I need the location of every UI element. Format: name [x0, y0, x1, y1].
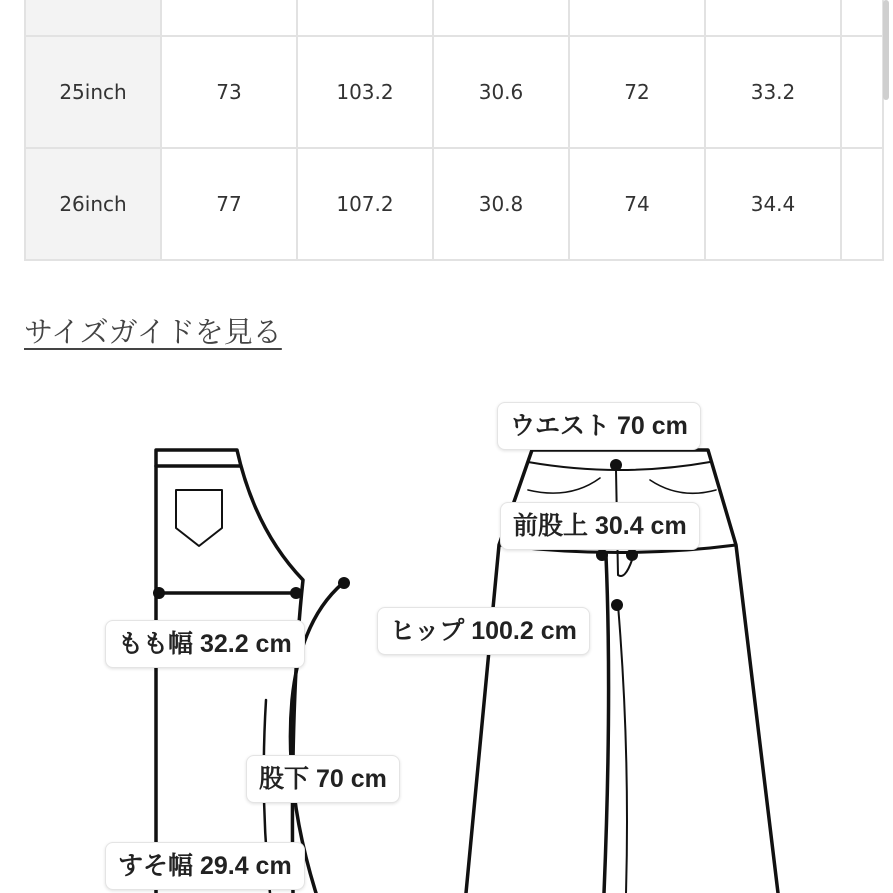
waist-label: ウエスト 70 cm	[497, 402, 701, 450]
front-rise-point-right	[626, 549, 638, 561]
inseam-top-point	[338, 577, 350, 589]
size-table	[24, 0, 884, 261]
size-guide-link[interactable]: サイズガイドを見る	[24, 315, 282, 349]
thigh-point-left	[153, 587, 165, 599]
table-cell	[841, 148, 883, 260]
table-cell: 73	[161, 36, 297, 148]
front-rise-point-left	[596, 549, 608, 561]
table-cell	[705, 0, 841, 36]
table-cell: 72	[569, 36, 705, 148]
table-cell	[297, 0, 433, 36]
table-row	[25, 148, 883, 260]
size-label-cell: 26inch	[25, 148, 161, 260]
center-crease	[618, 605, 627, 893]
table-cell: 74	[569, 148, 705, 260]
thigh-width-label: もも幅 32.2 cm	[105, 620, 305, 668]
front-rise-label: 前股上 30.4 cm	[500, 502, 700, 550]
table-cell: 30.6	[433, 36, 569, 148]
front-pocket-left	[528, 478, 600, 493]
hem-width-label: すそ幅 29.4 cm	[105, 842, 305, 890]
waist-point	[610, 459, 622, 471]
table-cell	[161, 0, 297, 36]
hip-point	[611, 599, 623, 611]
table-cell: 33.2	[705, 36, 841, 148]
table-cell: 30.8	[433, 148, 569, 260]
front-pocket-right	[650, 480, 716, 493]
thigh-point-right	[290, 587, 302, 599]
table-cell	[433, 0, 569, 36]
table-cell: 103.2	[297, 36, 433, 148]
size-label-cell: 25inch	[25, 36, 161, 148]
table-cell: 77	[161, 148, 297, 260]
hip-label: ヒップ 100.2 cm	[377, 607, 590, 655]
scrollbar[interactable]	[883, 0, 889, 100]
size-label-cell	[25, 0, 161, 36]
table-row	[25, 36, 883, 148]
table-cell: 107.2	[297, 148, 433, 260]
table-cell	[569, 0, 705, 36]
side-view-pants-outline	[156, 450, 303, 893]
table-cell	[841, 36, 883, 148]
table-cell	[841, 0, 883, 36]
table-row	[25, 0, 883, 36]
table-cell: 34.4	[705, 148, 841, 260]
inseam-label: 股下 70 cm	[246, 755, 400, 803]
back-pocket	[176, 490, 222, 546]
front-rise-line	[604, 556, 609, 893]
